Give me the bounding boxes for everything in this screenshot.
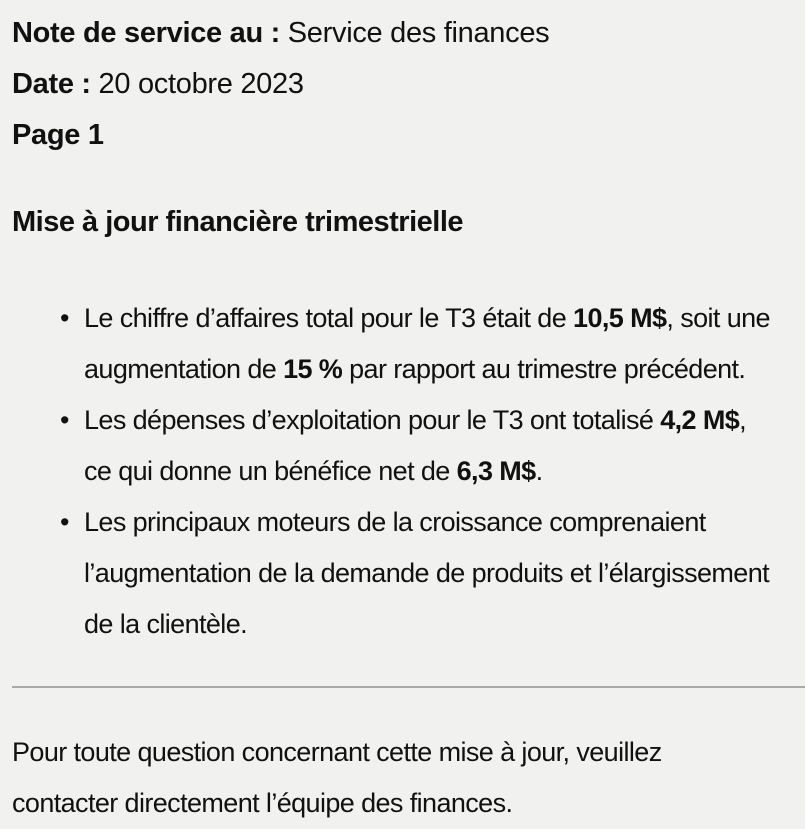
bullet-list bbox=[60, 293, 805, 650]
expenses-value: 4,2 M$ bbox=[660, 405, 740, 435]
bullet-text: , soit une bbox=[666, 303, 770, 333]
bullet-text: de la clientèle. bbox=[84, 609, 248, 639]
bullet-text: Les principaux moteurs de la croissance comprenaient bbox=[84, 507, 706, 537]
revenue-value: 10,5 M$ bbox=[573, 303, 667, 333]
net-profit-value: 6,3 M$ bbox=[456, 456, 536, 486]
footer-text: contacter directement l’équipe des finances. bbox=[12, 788, 513, 818]
bullet-icon: • bbox=[60, 303, 69, 333]
bullet-text: augmentation de bbox=[84, 354, 284, 384]
divider bbox=[12, 686, 805, 688]
page-number bbox=[12, 110, 104, 161]
bullet-text: . bbox=[535, 456, 543, 486]
date-label: Date : bbox=[12, 68, 91, 100]
page-label: Page 1 bbox=[12, 119, 104, 151]
recipient-label: Note de service au : bbox=[12, 17, 280, 49]
memo-recipient-line bbox=[12, 8, 549, 59]
list-item bbox=[60, 293, 805, 395]
bullet-text: l’augmentation de la demande de produits et l’élargissement bbox=[84, 558, 770, 588]
list-item bbox=[60, 395, 805, 497]
bullet-text: Les dépenses d’exploitation pour le T3 ont totalisé bbox=[84, 405, 661, 435]
growth-value: 15 % bbox=[283, 354, 343, 384]
footer-text: Pour toute question concernant cette mise à jour, veuillez bbox=[12, 737, 662, 767]
bullet-text: ce qui donne un bénéfice net de bbox=[84, 456, 457, 486]
bullet-text: par rapport au trimestre précédent. bbox=[342, 354, 746, 384]
recipient-value: Service des finances bbox=[287, 17, 550, 49]
footer-note bbox=[12, 727, 805, 829]
bullet-text: Le chiffre d’affaires total pour le T3 était de bbox=[84, 303, 574, 333]
bullet-text: , bbox=[739, 405, 747, 435]
list-item bbox=[60, 497, 805, 650]
section-title: Mise à jour financière trimestrielle bbox=[12, 206, 464, 238]
bullet-icon: • bbox=[60, 507, 69, 537]
bullet-icon: • bbox=[60, 405, 69, 435]
date-value: 20 octobre 2023 bbox=[98, 68, 304, 100]
memo-date-line bbox=[12, 59, 304, 110]
